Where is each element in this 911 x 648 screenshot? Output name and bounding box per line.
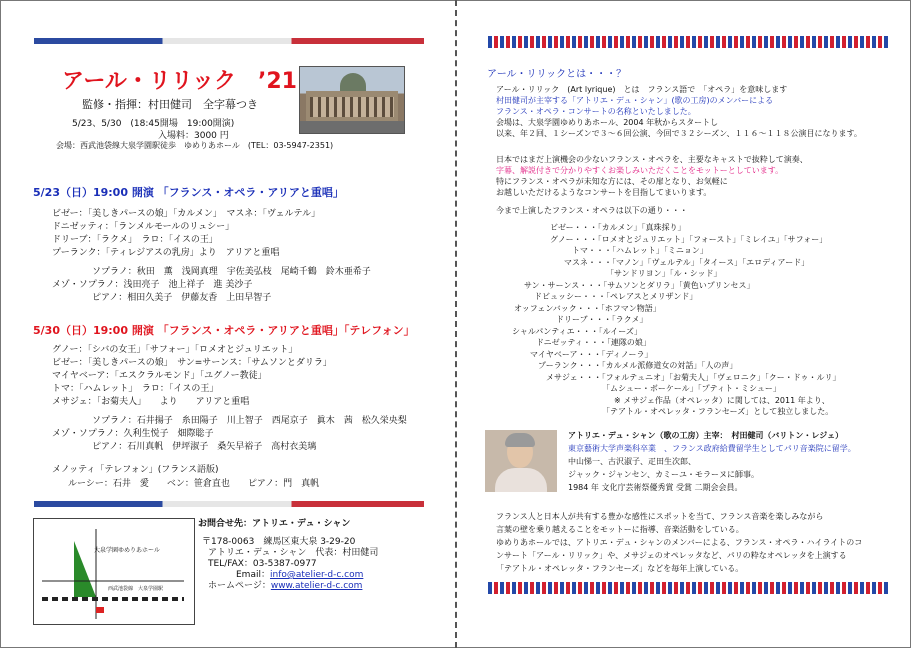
dates-line: 5/23、5/30 (18:45開場 19:00開演) xyxy=(72,119,235,129)
para-line: お越しいただけるようなコンサートを目指してまいります。 xyxy=(496,188,712,197)
intro-line: 会場は、大泉学園ゆめりあホール、2004 年秋からスタートし xyxy=(496,118,719,127)
homepage-link[interactable]: www.atelier-d-c.com xyxy=(270,581,363,591)
outro-line: 「テアトル・オペレッタ・フランセーズ」などを毎年上演している。 xyxy=(496,564,744,573)
program-line: ドニゼッティ：「ランメルモールのリュシー」 xyxy=(52,222,235,232)
intro-line: 村田健司が主宰する「アトリエ・デュ・シャン」(歌の工房)のメンバーによる xyxy=(496,96,774,105)
map-hall-label: 大泉学園ゆめりあホール xyxy=(94,547,160,554)
email-label: Email： xyxy=(236,570,270,580)
opera-item: 「テアトル・オペレッタ・フランセーズ」として独立しました。 xyxy=(602,407,834,416)
opera-item: 「サンドリヨン」「ル・シッド」 xyxy=(606,269,722,278)
contact-postal: 〒178-0063 練馬区東大泉 3-29-20 xyxy=(202,537,356,547)
about-para2 xyxy=(496,154,808,198)
opera-item: トマ・・・「ハムレット」「ミニョン」 xyxy=(572,246,708,255)
opera-list-intro: 今まで上演したフランス・オペラは以下の通り・・・ xyxy=(496,206,688,215)
section2-cast xyxy=(52,415,407,454)
bio-line: ジャック・ジャンセン、カミーユ・モラーヌに師事。 xyxy=(568,470,760,479)
opera-item: ※ メサジェ作品（オペレッタ）に関しては、2011 年より、 xyxy=(614,395,830,405)
bio-line: 中山悌一、古沢淑子、疋田生次郎、 xyxy=(568,457,696,466)
opera-item: ドビュッシー・・・「ペレアスとメリザンド」 xyxy=(534,292,698,301)
map-drawing xyxy=(34,519,194,624)
program-line: ビゼー：「美しきパースの娘」 サン=サーンス：「サムソンとダリラ」 xyxy=(52,358,332,368)
tricolor-band-top xyxy=(34,38,424,44)
opera-item: プーランク・・・「カルメル派修道女の対話」「人の声」 xyxy=(538,361,738,370)
cast-line: ソプラノ：秋田 薫 浅岡真理 宇佐美弘枝 尾崎千鶴 鈴木亜希子 xyxy=(92,267,371,277)
opera-list xyxy=(506,222,841,418)
director-portrait xyxy=(485,430,557,492)
para-line: 日本ではまだ上演機会の少ないフランス・オペラを、主要なキャストで抜粋して演奏、 xyxy=(496,155,808,164)
fold-divider xyxy=(455,0,457,648)
outro-paragraph xyxy=(496,510,862,575)
about-intro xyxy=(496,84,862,139)
intro-line: フランス・オペラ・コンサートの名称といたしました。 xyxy=(496,107,696,116)
opera-house-photo xyxy=(299,66,405,134)
program-line: トマ：「ハムレット」 ラロ：「イスの王」 xyxy=(52,384,219,394)
intro-line: 以来、年２回、１シーズンで３～６回公演、今回で３２シーズン、１１６～１１８公演目になります。 xyxy=(496,129,862,138)
opera-item: サン・サーンス・・・「サムソンとダリラ」「黄色いプリンセス」 xyxy=(524,280,755,290)
cast-line: ピアノ：相田久美子 伊藤友香 上田早智子 xyxy=(92,293,272,303)
admission: 入場料：3000 円 xyxy=(158,131,229,141)
concert-subtitle: 監修・指揮：村田健司 全字幕つき xyxy=(82,98,258,111)
park-shape xyxy=(74,541,96,597)
section1-date: 5/23（日）19:00 開演 xyxy=(33,186,154,199)
contact-block xyxy=(202,537,378,592)
map-station-label: 西武池袋線 大泉学園駅 xyxy=(108,586,164,592)
venue-line: 会場：西武池袋線大泉学園駅徒歩 ゆめりあホール (TEL：03-5947-2351) xyxy=(56,141,334,150)
station-marker xyxy=(96,607,104,613)
cast-line: メゾ・ソプラノ：浅田亮子 池上祥子 進 美沙子 xyxy=(52,280,253,290)
section2-date: 5/30（日）19:00 開演 xyxy=(33,324,154,337)
bio-title: アトリエ・デュ・シャン（歌の工房）主宰： 村田健司（バリトン・レジェ） xyxy=(568,431,844,440)
para-line: 特にフランス・オペラが未知な方には、その扉となり、お気軽に xyxy=(496,177,728,186)
tricolor-band-bottom xyxy=(34,501,424,507)
flag-stripe-bottom xyxy=(488,582,888,594)
bio-line: 1984 年 文化庁芸術祭優秀賞 受賞 二期会会員。 xyxy=(568,483,743,492)
section1-title: 「フランス・オペラ・アリアと重唱」 xyxy=(157,186,344,199)
flag-stripe-top xyxy=(488,36,888,48)
cast-line: ピアノ：石川真帆 伊坪淑子 桑矢早裕子 高村衣美璃 xyxy=(92,442,317,452)
contact-tel: TEL/FAX：03-5387-0977 xyxy=(208,559,317,569)
cast-line: ソプラノ：石井揚子 糸田陽子 川上智子 西尾京子 眞木 茜 松久栄央梨 xyxy=(92,416,407,426)
opera-item: シャルパンティエ・・・「ルイーズ」 xyxy=(512,326,642,336)
opera-item: 「ムシュー・ボーケール」「プティト・ミシュー」 xyxy=(602,384,781,393)
section2-title: 「フランス・オペラ・アリアと重唱」「テレフォン」 xyxy=(157,324,415,337)
homepage-label: ホームページ： xyxy=(208,581,271,591)
director-bio xyxy=(568,429,856,494)
outro-line: ゆめりあホールでは、アトリエ・デュ・シャンのメンバーによる、フランス・オペラ・ハイライトのコ xyxy=(496,538,863,547)
program-line: グノー：「シバの女王」「サフォー」「ロメオとジュリエット」 xyxy=(52,345,298,355)
section2-heading xyxy=(33,322,415,338)
program-line: プーランク：「ティレジアスの乳房」より アリアと重唱 xyxy=(52,248,280,258)
opera-item: メサジェ・・・「フォルテュニオ」「お菊夫人」「ヴェロニク」「クー・ドゥ・ルリ」 xyxy=(546,372,841,382)
program-line: ドリーブ：「ラクメ」 ラロ：「イスの王」 xyxy=(52,235,218,245)
section1-cast xyxy=(52,266,371,305)
menotti-title: メノッティ「テレフォン」(フランス語版) xyxy=(52,465,219,475)
menotti-cast: ルーシー：石井 愛 ベン：笹倉直也 ピアノ：門 真帆 xyxy=(68,479,320,489)
opera-item: ドニゼッティ・・・「連隊の娘」 xyxy=(536,338,651,347)
cast-line: メゾ・ソプラノ：久利生悦子 畑際聡子 xyxy=(52,429,214,439)
opera-item: ビゼー・・・「カルメン」「真珠採り」 xyxy=(550,223,686,232)
intro-line: アール・リリック (Art lyrique) とは フランス語で 「オペラ」を意味します xyxy=(496,85,788,94)
section1-program xyxy=(52,208,320,260)
section2-program xyxy=(52,344,332,409)
para-line: 字幕、解説付きで分かりやすくお楽しみいただくことをモットーとしています。 xyxy=(496,166,784,175)
opera-item: グノー・・・「ロメオとジュリエット」「フォースト」「ミレイユ」「サフォー」 xyxy=(550,234,828,244)
contact-name: アトリエ・デュ・シャン 代表：村田健司 xyxy=(208,548,379,558)
concert-title: アール・リリック ’21 xyxy=(62,69,297,94)
program-line: メサジェ：「お菊夫人」 より アリアと重唱 xyxy=(52,397,250,407)
outro-line: フランス人と日本人が共有する豊かな感性にスポットを当て、フランス音楽を楽しみながら xyxy=(496,512,824,521)
contact-heading: お問合せ先：アトリエ・デュ・シャン xyxy=(198,519,351,529)
opera-item: ドリーブ・・・「ラクメ」 xyxy=(556,315,648,324)
outro-line: 言葉の壁を乗り越えることをモットーに指導、音楽活動をしている。 xyxy=(496,525,744,534)
section1-heading xyxy=(33,184,344,200)
program-line: マイヤベーア：「エスクラルモンド」「ユグノー教徒」 xyxy=(52,371,267,381)
opera-item: オッフェンバック・・・「ホフマン物語」 xyxy=(514,303,661,313)
program-line: ビゼー：「美しきパースの娘」「カルメン」 マスネ：「ヴェルテル」 xyxy=(52,209,321,219)
email-link[interactable]: info@atelier-d-c.com xyxy=(269,570,364,580)
about-heading: アール・リリックとは・・・？ xyxy=(487,69,627,80)
bio-line: 東京藝術大学声楽科卒業 、フランス政府給費留学生としてパリ音楽院に留学。 xyxy=(568,444,856,453)
outro-line: ンサート「アール・リリック」や、メサジェのオペレッタなど、パリの粋なオペレッタを上演する xyxy=(496,551,847,560)
venue-map xyxy=(33,518,195,625)
opera-item: マスネ・・・「マノン」「ヴェルテル」「タイース」「エロディアード」 xyxy=(564,257,810,267)
opera-item: マイヤベーア・・・「ディノーラ」 xyxy=(530,349,653,359)
